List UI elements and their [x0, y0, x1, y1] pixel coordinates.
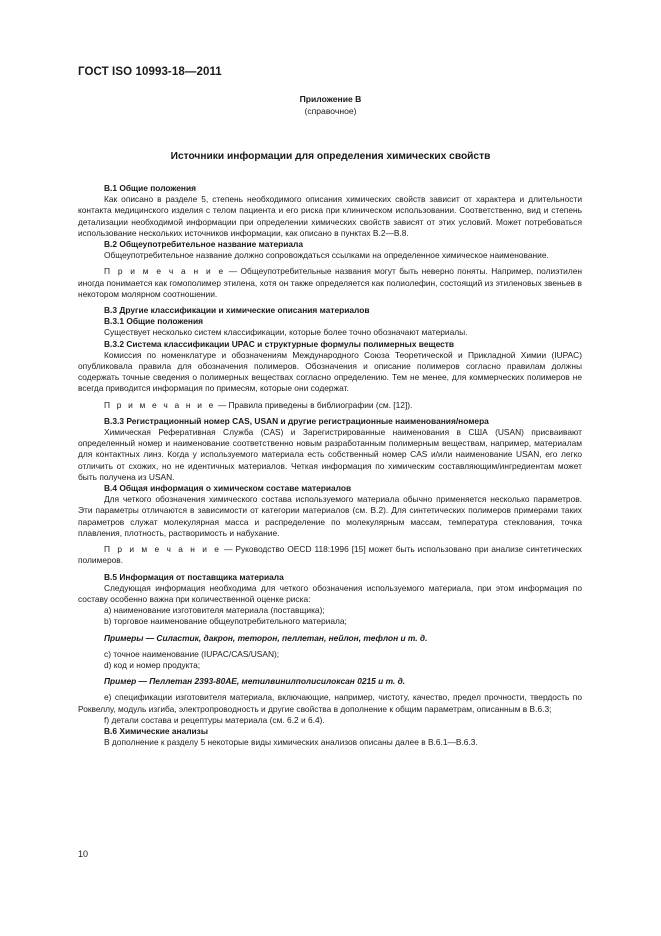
document-header: ГОСТ ISO 10993-18—2011 [78, 66, 222, 78]
list-item: f) детали состава и рецептуры материала (см. 6.2 и 6.4). [104, 714, 325, 725]
section-heading: В.1 Общие положения [104, 183, 197, 193]
paragraph: Следующая информация необходима для четкого обозначения используемого материала, при этом информация по составу особенно важна при количественной оценке риска: [78, 582, 582, 604]
list-item: a) наименование изготовителя материала (поставщика); [104, 605, 325, 616]
page-number: 10 [78, 849, 89, 859]
example-text: Примеры — Силастик, дакрон, теторон, пеллетан, нейлон, тефлон и т. д. [104, 632, 428, 643]
annex-title: Приложение В [299, 94, 362, 104]
example-text: Пример — Пеллетан 2393-80АЕ, метилвинилполисилоксан 0215 и т. д. [104, 676, 406, 687]
paragraph: Существует несколько систем классификации, которые более точно обозначают материалы. [104, 327, 468, 338]
note-label: П р и м е ч а н и е [104, 266, 226, 277]
section-heading: В.3.1 Общие положения [104, 316, 203, 327]
section-heading: В.3.2 Система классификации UPAC и структурные формулы полимерных веществ [104, 338, 455, 349]
paragraph: Комиссия по номенклатуре и обозначениям Международного Союза Теоретической и Прикладной Химии (IUPAC) опубликовала правила для обозначения полимеров. Обозначения и описание полимеров согласно правилам должны содержать точные сведения о полимерных веществах согласно определению. Тем не менее, для коммерческих полимеров не всегда приводится информация по примесям, которые они содержат. [78, 349, 582, 394]
paragraph: Как описано в разделе 5, степень необходимого описания химических свойств зависит от характера и длительности контакта медицинского изделия с телом пациента и его риска при клиническом использовании. Соответственно, вид и степень детализации необходимой информации при определении химических свойств зависят от этих условий. Может потребоваться использование нескольких источников информации, как описано в пунктах В.2—В.8. [78, 194, 582, 238]
document-title: Источники информации для определения химических свойств [170, 151, 491, 162]
note [78, 400, 582, 411]
section-heading: В.4 Общая информация о химическом составе материалов [104, 483, 352, 494]
paragraph: e) спецификации изготовителя материала, включающие, например, чистоту, качество, предел прочности, твердость по Роквеллу, модуль изгиба, электропроводность и другие свойства в дополнение к общим параметрам, описанным в В.6.3; [78, 692, 582, 714]
paragraph: Общеупотребительное название должно сопровождаться ссылками на определенное химическое наименование. [104, 250, 549, 261]
section-heading: В.3.3 Регистрационный номер CAS, USAN и другие регистрационные наименования/номера [104, 415, 489, 426]
section-heading: В.6 Химические анализы [104, 725, 208, 736]
paragraph: В дополнение к разделу 5 некоторые виды химических анализов описаны далее в В.6.1—В.6.3. [104, 737, 478, 748]
note-text: — Правила приведены в библиографии (см. [12]). [215, 399, 413, 410]
note [78, 266, 582, 300]
section-heading: В.5 Информация от поставщика материала [104, 571, 284, 582]
note [78, 544, 582, 566]
note-text: — Руководство OECD 118:1996 [15] может быть использовано при анализе синтетических полимеров. [78, 544, 582, 566]
document-body [78, 183, 582, 748]
note-label: П р и м е ч а н и е [104, 399, 216, 410]
list-item: b) торговое наименование общеупотребительного материала; [104, 616, 347, 627]
annex-subtitle: (справочное) [304, 106, 357, 116]
section-heading: В.3 Другие классификации и химические описания материалов [104, 305, 370, 316]
list-item: c) точное наименование (IUPAC/CAS/USAN); [104, 648, 280, 659]
note-text: — Общеупотребительные названия могут быть неверно поняты. Например, полиэтилен иногда понимается как гомополимер этилена, хотя он также определяется как полиолефин, состоящий из этиленовых звеньев в некотором молярном соотношении. [78, 266, 582, 299]
note-label: П р и м е ч а н и е [104, 544, 222, 555]
list-item: d) код и номер продукта; [104, 659, 201, 670]
section-heading: В.2 Общеупотребительное название материала [104, 239, 304, 250]
paragraph: Для четкого обозначения химического состава используемого материала обычно применяется несколько параметров. Эти параметры отличаются в зависимости от категории материалов (см. В.2). Для синтетических полимеров примерами таких параметров служат молекулярная масса и распределение по молекулярным массам, температура стеклования, точка плавления, плотность, растворимость и набухание. [78, 494, 582, 538]
paragraph: Химическая Реферативная Служба (CAS) и Зарегистрированные наименования в США (USAN) присваивают определенный номер и наименование соответственно новым разработанным полимерным веществам, например, материалам для контактных линз. Когда у используемого материала есть собственный номер CAS и/или наименование USAN, его легко отличить от схожих, но не идентичных материалов. Четкая информация по химическим составляющим/ингредиентам может быть получена из USAN. [78, 427, 582, 482]
